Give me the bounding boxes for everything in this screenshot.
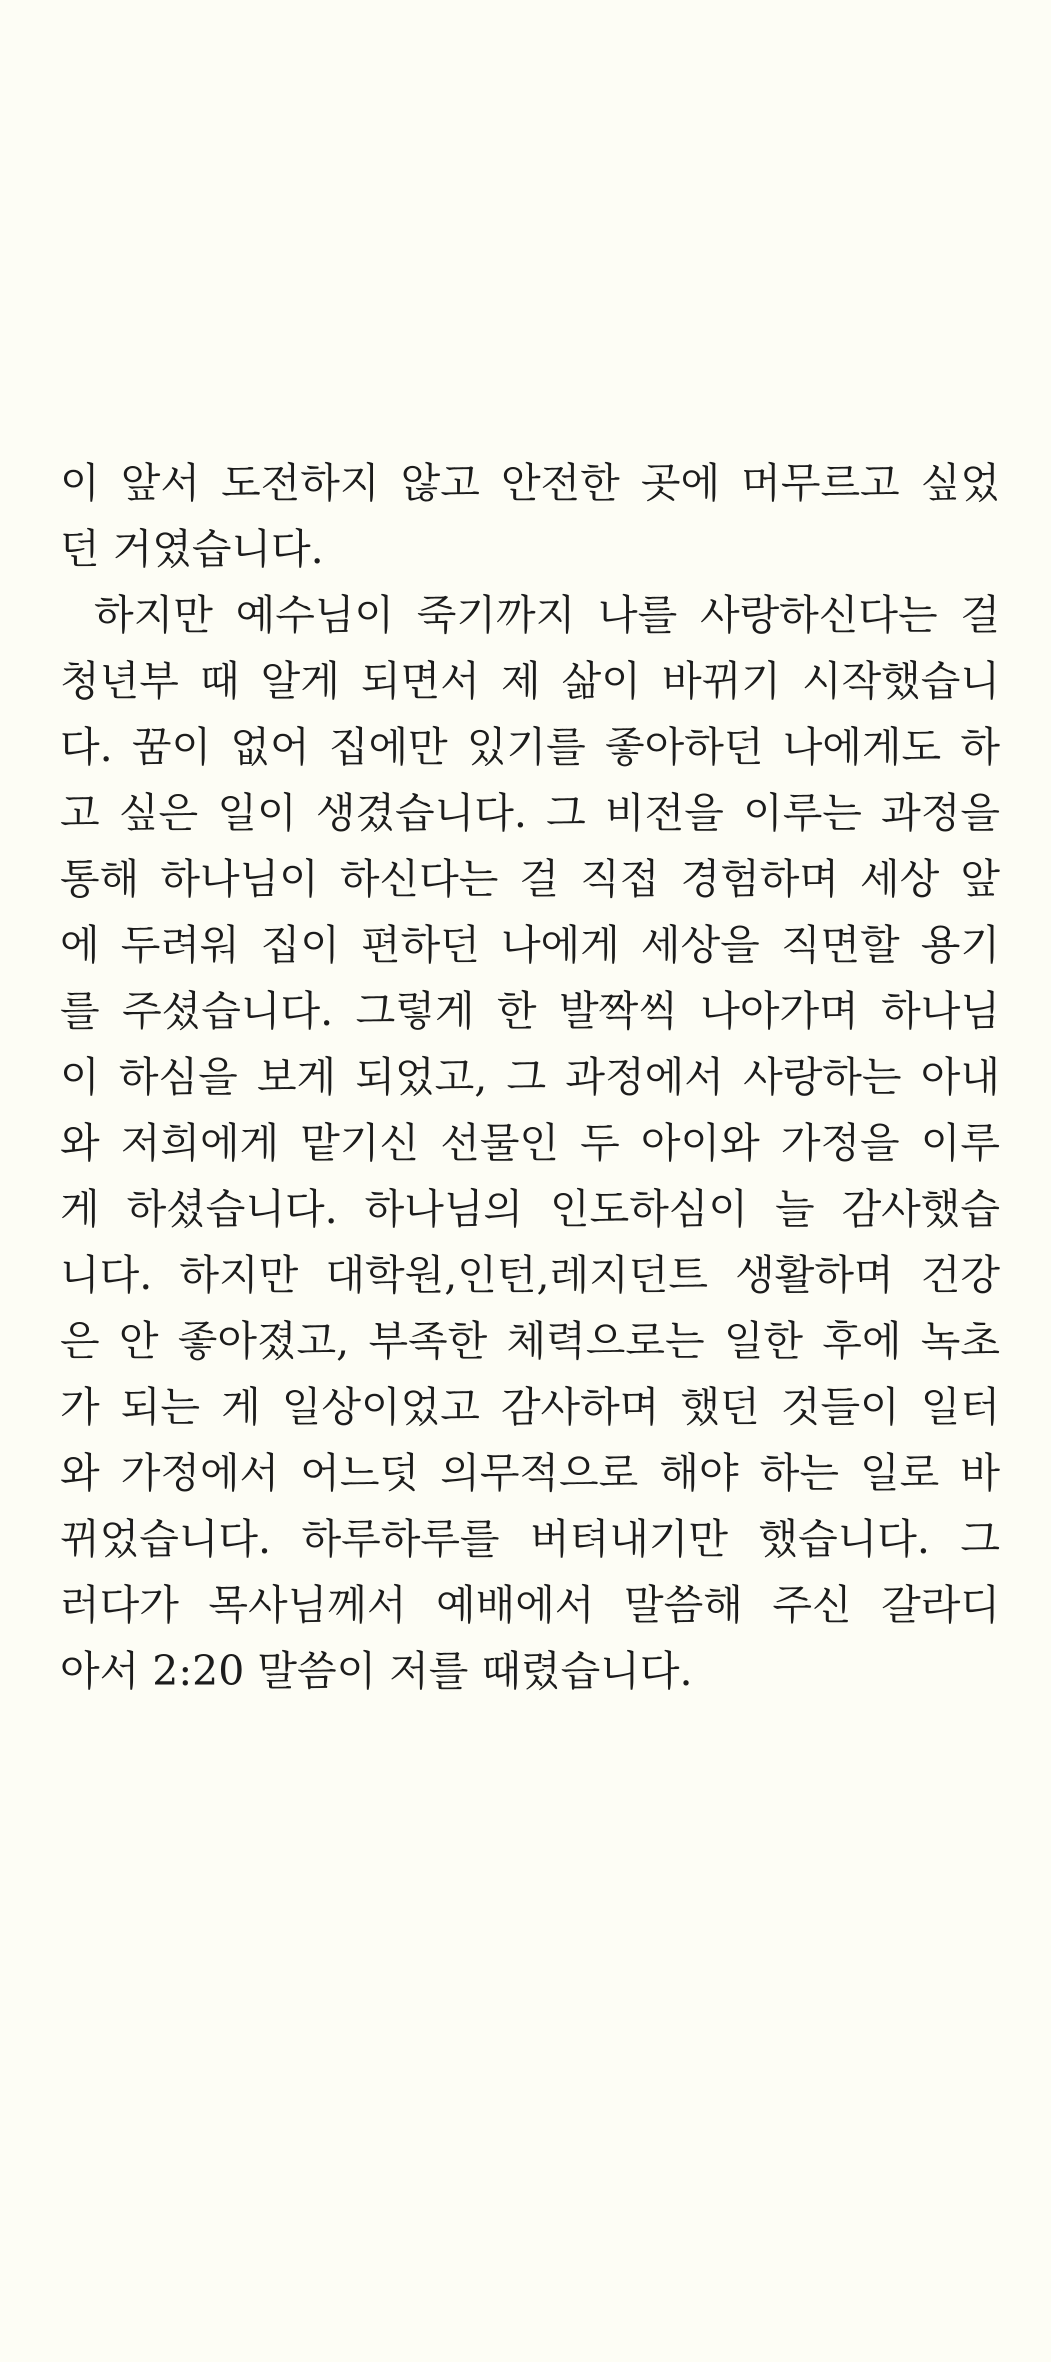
text-line-15: 가 되는 게 일상이었고 감사하며 했던 것들이 일터: [60, 1383, 1000, 1431]
text-line-7: 통해 하나님이 하신다는 걸 직접 경험하며 세상 앞: [60, 855, 1000, 903]
text-line-8: 에 두려워 집이 편하던 나에게 세상을 직면할 용기: [60, 921, 1000, 969]
body-text: [60, 450, 1000, 1704]
text-line-9: 를 주셨습니다. 그렇게 한 발짝씩 나아가며 하나님: [60, 987, 1000, 1035]
text-line-16: 와 가정에서 어느덧 의무적으로 해야 하는 일로 바: [60, 1449, 1000, 1497]
text-line-18: 러다가 목사님께서 예배에서 말씀해 주신 갈라디: [60, 1581, 1000, 1629]
text-line-12: 게 하셨습니다. 하나님의 인도하심이 늘 감사했습: [60, 1185, 1000, 1233]
text-line-13: 니다. 하지만 대학원,인턴,레지던트 생활하며 건강: [60, 1251, 1000, 1299]
text-line-4: 청년부 때 알게 되면서 제 삶이 바뀌기 시작했습니: [60, 657, 1000, 705]
text-line-19: 아서 2:20 말씀이 저를 때렸습니다.: [60, 1647, 693, 1695]
text-line-5: 다. 꿈이 없어 집에만 있기를 좋아하던 나에게도 하: [60, 723, 1000, 771]
text-line-3: 하지만 예수님이 죽기까지 나를 사랑하신다는 걸: [94, 591, 1000, 639]
text-line-1: 이 앞서 도전하지 않고 안전한 곳에 머무르고 싶었: [60, 459, 1000, 507]
text-line-11: 와 저희에게 맡기신 선물인 두 아이와 가정을 이루: [60, 1119, 1000, 1167]
text-line-14: 은 안 좋아졌고, 부족한 체력으로는 일한 후에 녹초: [60, 1317, 1000, 1365]
text-line-17: 뀌었습니다. 하루하루를 버텨내기만 했습니다. 그: [60, 1515, 1000, 1563]
text-line-10: 이 하심을 보게 되었고, 그 과정에서 사랑하는 아내: [60, 1053, 1000, 1101]
text-line-6: 고 싶은 일이 생겼습니다. 그 비전을 이루는 과정을: [60, 789, 1000, 837]
text-line-2: 던 거였습니다.: [60, 525, 324, 573]
